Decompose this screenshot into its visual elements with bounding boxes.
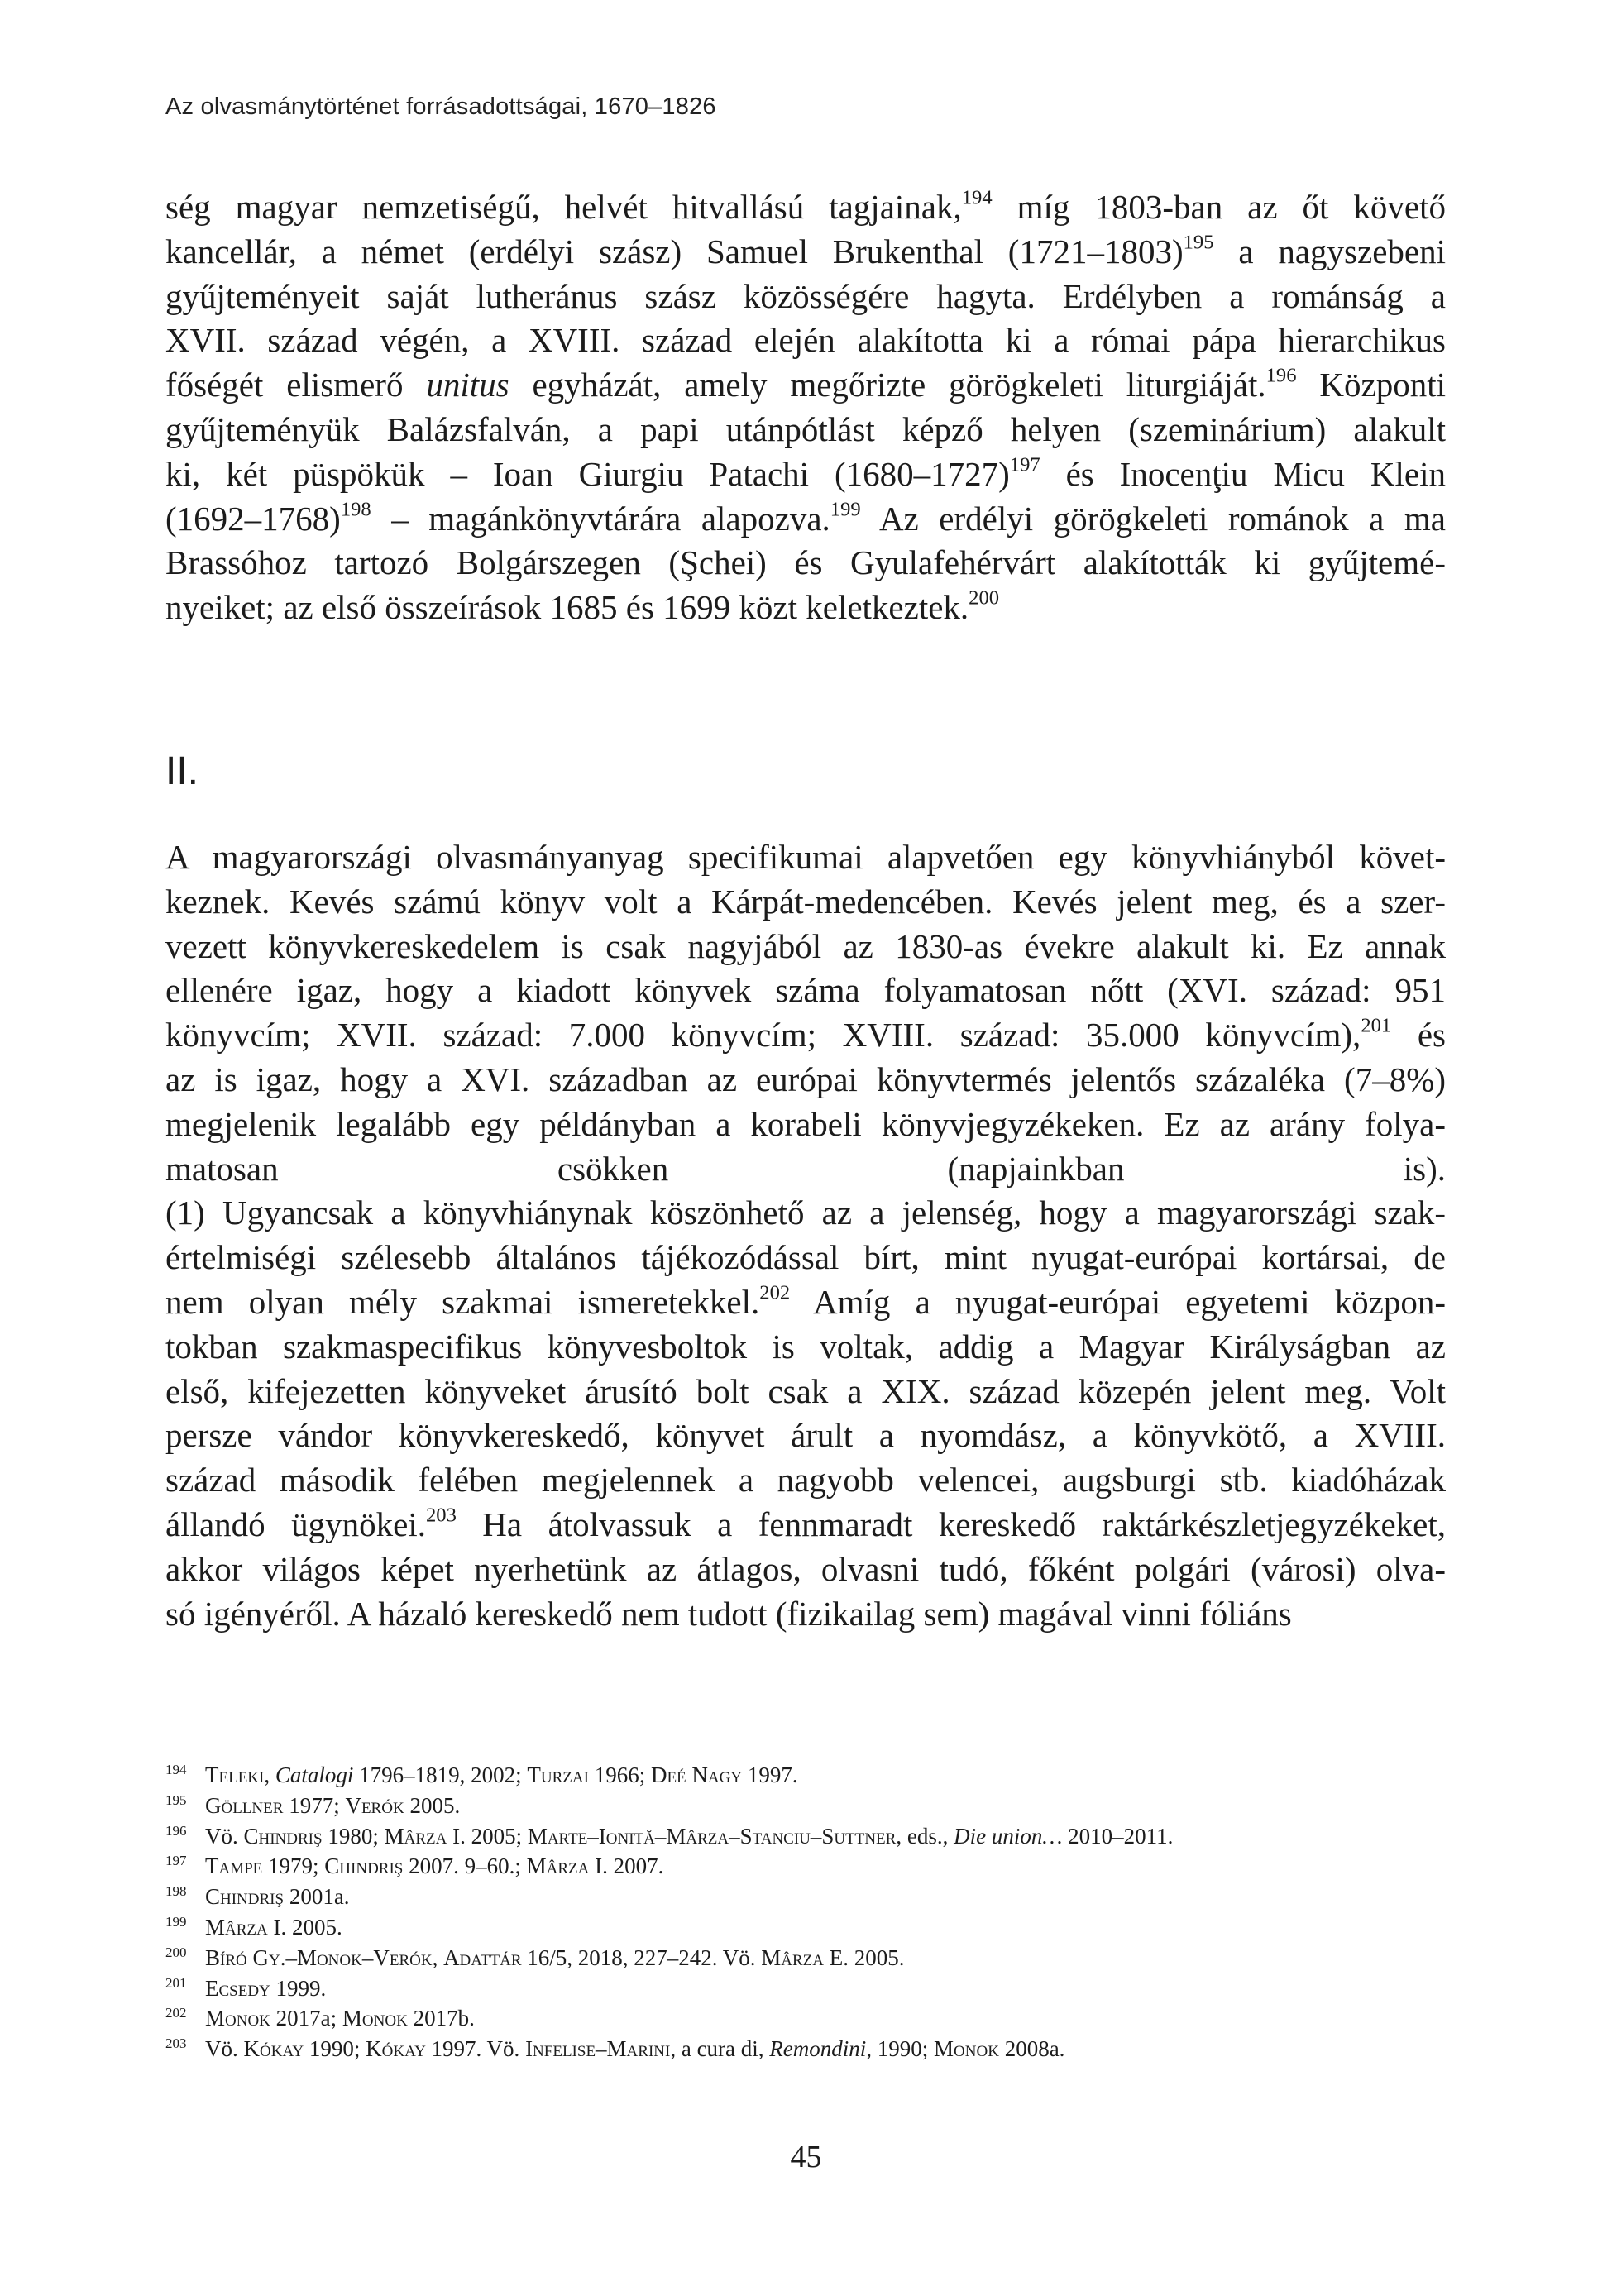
text-run: 1990;	[872, 2036, 935, 2062]
footnote-number: 202	[165, 2005, 187, 2021]
text-run: század második felében megjelennek a nagyobb velencei, augsburgi stb. kiadóházak	[165, 1461, 1446, 1500]
text-run: Ha átolvassuk a fennmaradt kereskedő raktárkészletjegyzékeket,	[456, 1504, 1446, 1543]
footnote-number: 199	[165, 1913, 187, 1930]
text-run: ellenére igaz, hogy a kiadott könyvek száma folyamatosan nőtt (XVI. század: 951	[165, 971, 1446, 1010]
text-line	[165, 925, 1446, 969]
text-run: keznek. Kevés számú könyv volt a Kárpát-medencében. Kevés jelent meg, és a szer-	[165, 882, 1446, 921]
italic-text: Die union…	[954, 1823, 1063, 1849]
footnote	[165, 1851, 1456, 1882]
text-run: Vö.	[205, 2036, 244, 2062]
text-run: Vö.	[205, 1823, 244, 1849]
text-line	[165, 1236, 1446, 1280]
footnote-text	[205, 1943, 1456, 1973]
text-line	[165, 880, 1446, 925]
footnote-ref: 198	[340, 497, 371, 520]
text-run: vezett könyvkereskedelem is csak nagyjából az 1830-as évekre alakult ki. Ez annak	[165, 926, 1446, 965]
italic-text: unitus	[426, 366, 509, 404]
text-line	[165, 408, 1446, 452]
footnote	[165, 1760, 1456, 1791]
footnote-ref: 203	[425, 1504, 457, 1527]
text-line	[165, 1147, 1446, 1192]
text-run: ,	[432, 1944, 444, 1970]
footnote-text	[205, 1821, 1456, 1852]
footnote	[165, 1821, 1456, 1852]
footnote-ref: 199	[830, 497, 861, 520]
text-run: állandó ügynökei.	[165, 1504, 426, 1543]
text-run: és Inocenţiu Micu Klein	[1040, 454, 1446, 493]
text-run: ség magyar nemzetiségű, helvét hitvallású tagjainak,	[165, 188, 962, 226]
text-run: akkor világos képet nyerhetünk az átlagos, olvasni tudó, főként polgári (városi) olva-	[165, 1549, 1446, 1588]
author-name: Ecsedy	[205, 1975, 270, 2001]
footnote	[165, 1882, 1456, 1912]
text-line	[165, 497, 1446, 542]
text-run: matosan csökken (napjainkban is).	[165, 1149, 1446, 1188]
footnote-number: 195	[165, 1791, 187, 1808]
text-run: I. 2005;	[447, 1823, 528, 1849]
italic-text: Remondini,	[769, 2036, 873, 2062]
footnote-ref: 197	[1009, 453, 1040, 476]
text-run: ki, két püspökük – Ioan Giurgiu Patachi (1680–1727)	[165, 454, 1010, 493]
text-run: Brassóhoz tartozó Bolgárszegen (Şchei) és Gyulafehérvárt alakították ki gyűjtemé-	[165, 543, 1446, 582]
footnote-number: 194	[165, 1762, 187, 1777]
footnote	[165, 1912, 1456, 1943]
footnote	[165, 1943, 1456, 1973]
footnote-text	[205, 1851, 1456, 1882]
text-run: , eds.,	[896, 1823, 954, 1849]
footnote-number: 200	[165, 1944, 187, 1960]
author-name: Kókay	[366, 2036, 426, 2062]
text-run: 2007. 9–60.;	[403, 1854, 527, 1879]
page-number: 45	[790, 2140, 822, 2174]
text-run: 1977;	[283, 1792, 346, 1818]
author-name: Monok	[342, 2006, 408, 2031]
text-line	[165, 1413, 1446, 1458]
author-name: Chindriş	[243, 1823, 323, 1849]
text-line	[165, 1370, 1446, 1414]
text-run: ,	[264, 1763, 275, 1787]
text-line	[165, 1547, 1446, 1592]
text-line	[165, 1280, 1446, 1325]
text-run: 2001a.	[284, 1884, 350, 1910]
author-name: Tampe	[205, 1854, 263, 1879]
author-name: Mârza	[526, 1854, 590, 1879]
text-run: értelmiségi szélesebb általános tájékozódással bírt, mint nyugat-európai kortársai, de	[165, 1238, 1446, 1277]
author-name: Infelise–Marini	[525, 2036, 671, 2062]
text-line	[165, 1013, 1446, 1058]
author-name: Teleki	[205, 1763, 265, 1787]
text-line	[165, 1592, 1446, 1637]
text-line	[165, 452, 1446, 497]
text-line	[165, 318, 1446, 363]
text-line	[165, 835, 1446, 880]
text-run: könyvcím; XVII. század: 7.000 könyvcím; XVIII. század: 35.000 könyvcím),	[165, 1016, 1361, 1055]
footnote-number: 203	[165, 2035, 187, 2052]
text-line	[165, 185, 1446, 230]
text-run: A magyarországi olvasmányanyag specifikumai alapvetően egy könyvhiányból követ-	[165, 838, 1446, 876]
footnote-number: 198	[165, 1883, 187, 1900]
author-name: Turzai	[527, 1763, 589, 1787]
text-run: az is igaz, hogy a XVI. században az európai könyvtermés jelentős százaléka (7–8%)	[165, 1060, 1446, 1098]
text-run: gyűjteményük Balázsfalván, a papi utánpótlást képző helyen (szeminárium) alakult	[165, 409, 1446, 448]
running-head: Az olvasmánytörténet forrásadottságai, 1670–1826	[165, 93, 716, 120]
footnote-text	[205, 2034, 1456, 2064]
text-run: E. 2005.	[824, 1944, 905, 1970]
author-name: Monok	[934, 2036, 999, 2062]
text-line	[165, 586, 1446, 630]
text-line	[165, 541, 1446, 586]
footnote-number: 201	[165, 1974, 187, 1991]
section-heading: II.	[165, 749, 199, 793]
footnote	[165, 2003, 1456, 2034]
text-run: persze vándor könyvkereskedő, könyvet árult a nyomdász, a könyvkötő, a XVIII.	[165, 1416, 1446, 1455]
footnote-ref: 202	[759, 1281, 791, 1304]
text-run: egyházát, amely megőrizte görögkeleti liturgiáját.	[509, 366, 1266, 404]
paragraph-2	[165, 835, 1446, 1636]
footnote-number: 196	[165, 1822, 187, 1839]
text-line	[165, 1458, 1446, 1503]
text-run: 2010–2011.	[1062, 1823, 1174, 1849]
footnote-ref: 201	[1361, 1014, 1392, 1037]
author-name: Mârza	[761, 1944, 825, 1970]
text-run: 1966;	[588, 1763, 651, 1787]
footnote-text	[205, 1791, 1456, 1821]
text-run: Az erdélyi görögkeleti románok a ma	[860, 499, 1446, 538]
footnote-text	[205, 2003, 1456, 2034]
text-run: 2008a.	[998, 2036, 1065, 2062]
author-name: Göllner	[205, 1792, 284, 1818]
text-line	[165, 1325, 1446, 1370]
author-name: Deé Nagy	[650, 1763, 743, 1787]
footnotes	[165, 1760, 1456, 2064]
author-name: Mârza	[205, 1914, 268, 1940]
text-run: , a cura di,	[670, 2036, 770, 2062]
text-run: 1997. Vö.	[425, 2036, 526, 2062]
author-name: Chindriş	[324, 1854, 404, 1879]
footnote-ref: 200	[969, 586, 1000, 610]
text-line	[165, 1058, 1446, 1103]
author-name: Bíró Gy.–Monok–Verók	[205, 1944, 433, 1970]
text-run: első, kifejezetten könyveket árusító bolt csak a XIX. század közepén jelent meg. Volt	[165, 1371, 1446, 1410]
text-run: 2005.	[404, 1792, 461, 1818]
text-run: és	[1391, 1016, 1447, 1055]
paragraph-1	[165, 185, 1446, 630]
text-line	[165, 275, 1446, 319]
text-run: 1990;	[304, 2036, 366, 2062]
footnote-ref: 196	[1265, 364, 1297, 387]
text-run: I. 2005.	[267, 1914, 342, 1940]
author-name: Marte–Ionită–Mârza–Stanciu–Suttner	[527, 1823, 897, 1849]
footnote-text	[205, 1973, 1456, 2004]
footnote-ref: 195	[1183, 231, 1214, 254]
text-run: Központi	[1296, 366, 1446, 404]
author-name: Chindriş	[205, 1884, 285, 1910]
text-run: 1999.	[270, 1975, 327, 2001]
text-run: megjelenik legalább egy példányban a korabeli könyvjegyzékeken. Ez az arány folya-	[165, 1104, 1446, 1143]
text-line	[165, 1191, 1446, 1236]
footnote	[165, 1973, 1456, 2004]
author-name: Adattár	[443, 1944, 522, 1970]
text-run: Amíg a nyugat-európai egyetemi közpon-	[790, 1282, 1446, 1321]
text-line	[165, 1503, 1446, 1547]
footnote	[165, 1791, 1456, 1821]
text-run: főségét elismerő	[165, 366, 427, 404]
text-run: XVII. század végén, a XVIII. század elején alakította ki a római pápa hierarchikus	[165, 321, 1446, 360]
footnote-ref: 194	[961, 186, 993, 209]
footnote-text	[205, 1912, 1456, 1943]
text-run: 1980;	[322, 1823, 385, 1849]
italic-text: Catalogi	[275, 1763, 354, 1787]
text-run: nyeiket; az első összeírások 1685 és 1699 közt keletkeztek.	[165, 588, 969, 627]
text-line	[165, 363, 1446, 408]
footnote	[165, 2034, 1456, 2064]
text-run: 1997.	[742, 1763, 798, 1787]
footnote-text	[205, 1882, 1456, 1912]
footnote-text	[205, 1760, 1456, 1791]
text-line	[165, 969, 1446, 1013]
text-run: nem olyan mély szakmai ismeretekkel.	[165, 1282, 760, 1321]
author-name: Kókay	[243, 2036, 304, 2062]
text-run: só igényéről. A házaló kereskedő nem tudott (fizikailag sem) magával vinni fóliáns	[165, 1594, 1292, 1633]
text-run: tokban szakmaspecifikus könyvesboltok is voltak, addig a Magyar Királyságban az	[165, 1327, 1446, 1366]
text-run: 2017b.	[407, 2006, 475, 2031]
text-run: I. 2007.	[589, 1854, 664, 1879]
text-line	[165, 230, 1446, 275]
author-name: Verók	[345, 1792, 404, 1818]
text-run: míg 1803-ban az őt követő	[992, 188, 1446, 226]
text-line	[165, 1103, 1446, 1147]
text-run: 1796–1819, 2002;	[353, 1763, 528, 1787]
text-run: a nagyszebeni	[1213, 232, 1446, 270]
text-run: 16/5, 2018, 227–242. Vö.	[521, 1944, 762, 1970]
footnote-number: 197	[165, 1853, 187, 1869]
text-run: 2017a;	[270, 2006, 342, 2031]
text-run: (1692–1768)	[165, 499, 341, 538]
text-run: (1) Ugyancsak a könyvhiánynak köszönhető az a jelenség, hogy a magyarországi szak-	[165, 1193, 1446, 1232]
text-run: – magánkönyvtárára alapozva.	[371, 499, 830, 538]
author-name: Monok	[205, 2006, 270, 2031]
text-run: 1979;	[262, 1854, 325, 1879]
text-run: kancellár, a német (erdélyi szász) Samuel Brukenthal (1721–1803)	[165, 232, 1184, 270]
text-run: gyűjteményeit saját lutheránus szász közösségére hagyta. Erdélyben a románság a	[165, 276, 1446, 315]
author-name: Mârza	[384, 1823, 447, 1849]
